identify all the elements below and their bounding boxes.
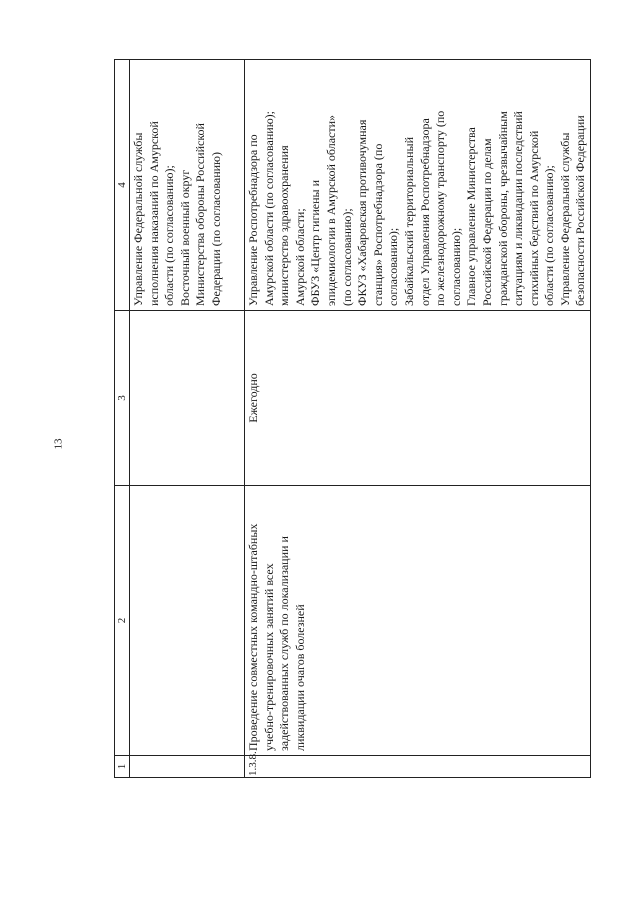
executor-line: ФКУЗ «Хабаровская противочумная (355, 119, 370, 306)
executor-line: отдел Управления Роспотребнадзора (417, 118, 432, 306)
executor-line: согласованию); (448, 227, 463, 306)
executor-line: Восточный военный округ (177, 169, 192, 306)
executor-line: согласованию); (386, 227, 401, 306)
rotated-table-container (114, 60, 588, 778)
executor-line: области (по согласованию); (162, 165, 177, 306)
executor-line: Главное управление Министерства (464, 127, 479, 306)
table-header-row (115, 60, 130, 778)
page-number: 13 (52, 438, 65, 450)
event-cell (130, 486, 245, 756)
header-col-4: 4 (115, 60, 130, 311)
executor-line: министерство здравоохранения (277, 145, 292, 306)
period-cell (130, 311, 245, 486)
executor-line: Федерации (по согласованию) (208, 151, 223, 306)
table-row (245, 60, 591, 778)
period-cell: Ежегодно (245, 311, 591, 486)
executors-cell (245, 60, 591, 311)
header-col-2: 2 (115, 486, 130, 756)
row-number (130, 756, 245, 778)
executor-line: станция» Роспотребнадзора (по (370, 143, 385, 306)
table-row (130, 60, 245, 778)
executor-line: Российской Федерации по делам (479, 138, 494, 306)
executor-line: стихийных бедствий по Амурской (526, 130, 541, 306)
executors-cell (130, 60, 245, 311)
executor-line: Управление Федеральной службы (557, 132, 572, 306)
executor-line: Управление Федеральной службы (131, 132, 145, 306)
executor-line: Забайкальский территориальный (401, 136, 416, 306)
header-col-1: 1 (115, 756, 130, 778)
header-col-3: 3 (115, 311, 130, 486)
executor-line: эпидемиологии в Амурской области» (323, 114, 338, 306)
executor-line: гражданской обороны, чрезвычайным (495, 111, 510, 306)
executor-line: безопасности Российской Федерации (573, 115, 588, 306)
executor-line: Амурской области; (292, 208, 307, 306)
row-number: 1.3.8. (245, 756, 591, 778)
executor-line: (по согласованию); (339, 208, 354, 306)
plan-table (114, 59, 591, 778)
executor-line: ситуациям и ликвидации последствий (511, 111, 526, 306)
executor-line: исполнения наказаний по Амурской (146, 121, 161, 306)
executor-line: по железнодорожному транспорту (по (433, 110, 448, 306)
event-cell: Проведение совместных командно-штабных учебно-тренировочных занятий всех задействованных служб по локализации и ликвидации очагов болезней (245, 486, 591, 756)
executor-line: Управление Роспотребнадзора по (246, 134, 260, 306)
executor-line: области (по согласованию); (542, 165, 557, 306)
executor-line: Министерства обороны Российской (193, 123, 208, 306)
executor-line: ФБУЗ «Центр гигиены и (308, 179, 323, 306)
executor-line: Амурской области (по согласованию); (261, 110, 276, 306)
